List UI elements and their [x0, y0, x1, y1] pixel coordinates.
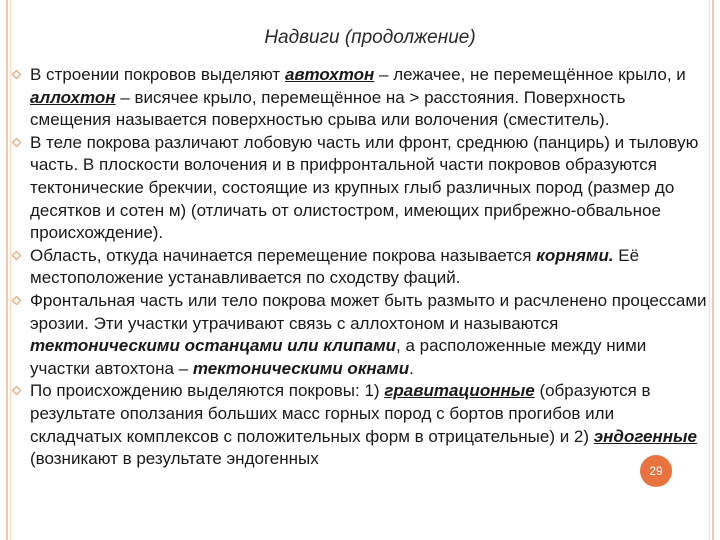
- bullet-text: Фронтальная часть или тело покрова может быть размыто и расчленено процессами эрозии. Эти участки утрачивают связь с аллохтоном и называются: [30, 290, 707, 333]
- bullet-text: В строении покровов выделяют: [30, 65, 285, 84]
- term-autochthon: автохтон: [284, 65, 375, 84]
- hollow-diamond-bullet-icon: [12, 296, 21, 305]
- term-gravitational: гравитационные: [384, 381, 535, 401]
- page-number-badge: 29: [640, 455, 672, 487]
- slide-border-left-inner: [10, 0, 11, 540]
- term-endogenous: эндогенные: [593, 426, 697, 446]
- bullet-text: По происхождению выделяются покровы: 1): [30, 381, 385, 401]
- bullet-item: [12, 132, 710, 245]
- bullet-text: – лежачее, не перемещённое крыло, и: [374, 65, 686, 84]
- bullet-text: (образуются в результате оползания больших масс горных пород с бортов прогибов или складчатых комплексов с положительных форм в отрицательные) и 2): [30, 381, 651, 446]
- bullet-text: – висячее крыло, перемещённое на > расстояния. Поверхность смещения называется поверхностью срыва или волочения (сместитель).: [30, 87, 626, 130]
- bullet-text: Её местоположение устанавливается по сходству фаций.: [30, 245, 640, 288]
- term-roots: корнями.: [536, 245, 614, 265]
- slide-border-right: [712, 0, 714, 540]
- slide-border-left: [6, 0, 8, 540]
- bullet-item: [12, 290, 710, 380]
- bullet-text: Область, откуда начинается перемещение покрова называется: [30, 245, 537, 265]
- bullet-item: [12, 245, 710, 290]
- bullet-item: [12, 64, 710, 132]
- bullet-item: [12, 380, 710, 470]
- bullet-text: (возникают в результате эндогенных: [30, 449, 319, 469]
- term-windows: тектоническими окнами: [192, 358, 410, 378]
- hollow-diamond-bullet-icon: [12, 386, 21, 395]
- hollow-diamond-bullet-icon: [12, 138, 21, 147]
- term-klippen: тектоническими останцами или клипами: [30, 336, 397, 356]
- bullet-text: .: [409, 358, 414, 378]
- bullet-text: , а расположенные между ними участки автохтона –: [30, 336, 647, 378]
- hollow-diamond-bullet-icon: [12, 70, 21, 79]
- hollow-diamond-bullet-icon: [12, 251, 21, 260]
- slide-title: Надвиги (продолжение): [264, 27, 476, 48]
- slide-content: [12, 64, 710, 471]
- term-allochthon: аллохтон: [30, 87, 116, 107]
- bullet-text: В теле покрова различают лобовую часть или фронт, среднюю (панцирь) и тыловую часть. В плоскости волочения и в прифронтальной части покровов образуются тектонические брекчии, состоящие из крупных глыб различных пород (размер до десятков и сотен м) (отличать от олистостром, имеющих прибрежно-обвальное происхождение).: [30, 132, 699, 243]
